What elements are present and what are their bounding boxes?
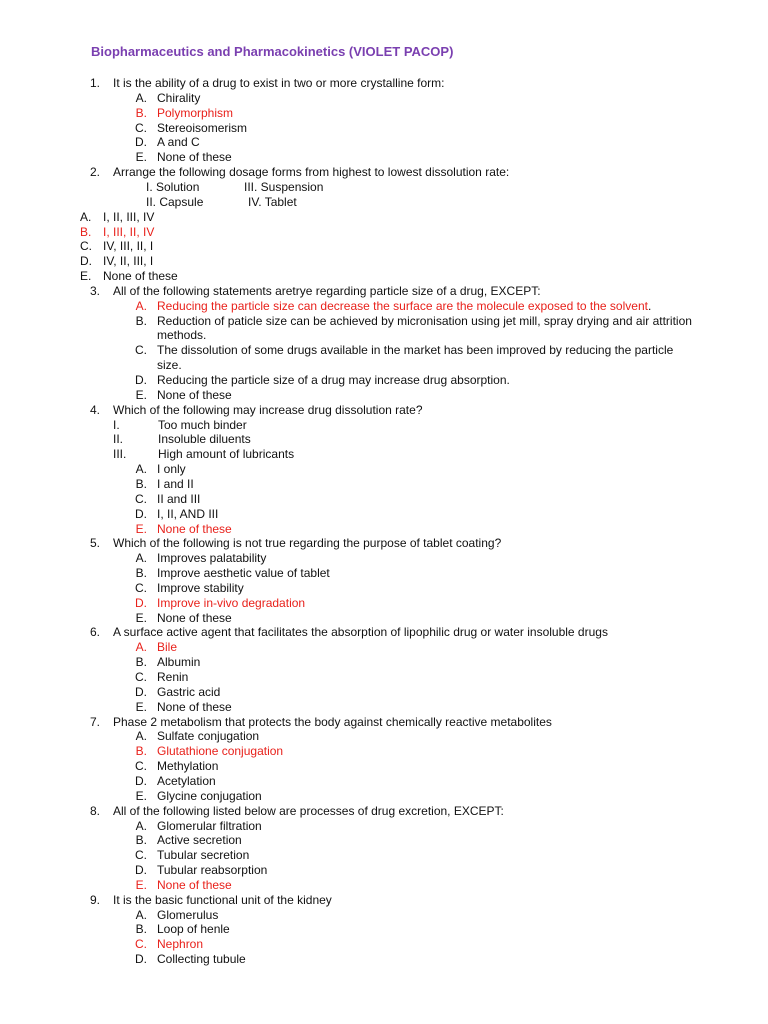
answer-line [0,700,768,715]
line-text: None of these [157,610,232,625]
item-marker: B. [80,224,92,239]
item-marker: D. [135,773,147,788]
line-text: Polymorphism [157,105,234,120]
item-marker: C. [135,343,147,358]
line-text: Collecting tubule [157,952,246,967]
line-text: Which of the following is not true regarding the purpose of tablet coating? [113,536,502,551]
item-marker: 5. [89,536,100,551]
line-text: Glycine conjugation [157,788,262,803]
answer-line [0,432,768,447]
answer-line [0,848,768,863]
answer-line [0,789,768,804]
item-marker: A. [135,640,147,655]
line-text: Glomerulus [157,907,219,922]
answer-line [0,655,768,670]
answer-line [0,774,768,789]
line-text: I. Solution [146,179,200,194]
item-marker: C. [80,239,92,254]
line-text: IV, II, III, I [103,254,154,269]
line-text: size. [157,358,182,373]
item-marker: B. [135,476,147,491]
line-text: A and C [157,135,200,150]
line-text: None of these [157,521,232,536]
answer-line [0,596,768,611]
item-marker: A. [135,462,147,477]
item-marker: C. [135,491,147,506]
line-text: None of these [157,150,232,165]
answer-line [0,418,768,433]
item-marker: B. [135,833,147,848]
line-text: Insoluble diluents [158,432,251,447]
line-text: IV, III, II, I [103,239,154,254]
item-marker: E. [135,699,147,714]
item-marker: C. [135,580,147,595]
item-marker: B. [135,566,147,581]
line-text: Tubular reabsorption [157,863,268,878]
item-marker: D. [135,506,147,521]
item-marker: A. [135,818,147,833]
line-text: methods. [157,328,207,343]
item-marker: A. [135,298,147,313]
item-marker: II. [113,432,124,447]
item-marker: 1. [89,76,100,90]
line-text-col2: III. Suspension [244,179,324,194]
line-text: Glomerular filtration [157,818,262,833]
answer-line [0,477,768,492]
item-marker: A. [135,907,147,922]
answer-line [0,685,768,700]
answer-line [0,566,768,581]
item-marker: I. [113,417,120,432]
item-marker: E. [135,788,147,803]
item-marker: C. [135,759,147,774]
question-line [0,165,768,180]
item-marker: B. [135,922,147,937]
item-marker: C. [135,848,147,863]
item-marker: D. [80,254,92,269]
line-text: I, II, III, IV [103,209,155,224]
answer-line [0,937,768,952]
item-marker: D. [135,135,147,150]
line-text: Arrange the following dosage forms from highest to lowest dissolution rate: [113,165,510,180]
answer-line [0,195,768,210]
line-text: II. Capsule [146,194,204,209]
answer-line [0,135,768,150]
line-text: Tubular secretion [157,848,250,863]
line-text: I only [157,462,186,477]
answer-line [0,611,768,626]
line-text: All of the following listed below are processes of drug excretion, EXCEPT: [113,803,504,818]
answer-line [0,299,768,314]
answer-line [0,388,768,403]
answer-line [0,121,768,136]
line-text: A surface active agent that facilitates the absorption of lipophilic drug or water insoluble drugs [113,625,608,640]
question-line [0,284,768,299]
answer-line [0,373,768,388]
answer-line [0,328,768,343]
line-text: Reduction of paticle size can be achieved by micronisation using jet mill, spray drying and air attrition [157,313,692,328]
line-text: Renin [157,670,189,684]
answer-line [0,343,768,358]
answer-line [0,507,768,522]
answer-line [0,522,768,537]
line-text-col2: IV. Tablet [248,194,297,209]
item-marker: 8. [89,803,100,818]
item-marker: A. [135,90,147,105]
question-line [0,893,768,908]
answer-line [0,759,768,774]
item-marker: B. [135,105,147,120]
item-marker: D. [135,952,147,967]
item-marker: B. [135,655,147,670]
answer-line [0,640,768,655]
answer-line [0,106,768,121]
line-text: Phase 2 metabolism that protects the body against chemically reactive metabolites [113,714,552,729]
item-marker: A. [135,729,147,744]
line-text: I, II, AND III [157,506,219,521]
line-text-tail: . [648,298,652,313]
line-text: None of these [157,699,232,714]
item-marker: D. [135,595,147,610]
item-marker: A. [80,209,92,224]
line-text: Too much binder [158,417,247,432]
line-text: Albumin [157,655,201,670]
item-marker: D. [135,684,147,699]
line-text: Improve in-vivo degradation [157,595,306,610]
item-marker: D. [135,373,147,387]
answer-line [0,180,768,195]
answer-line [0,729,768,744]
question-line [0,403,768,418]
item-marker: E. [80,269,92,284]
line-text: II and III [157,491,201,506]
answer-line [0,91,768,106]
line-text: None of these [157,387,232,402]
item-marker: B. [135,313,147,328]
line-text: Stereoisomerism [157,120,248,135]
answer-line [0,314,768,329]
answer-line [0,447,768,462]
item-marker: 3. [89,283,100,298]
item-marker: D. [135,863,147,878]
answer-line [0,833,768,848]
line-text: Bile [157,640,178,655]
item-marker: E. [135,150,147,165]
item-marker: 4. [89,402,100,417]
item-marker: A. [135,551,147,566]
answer-line [0,744,768,759]
question-line [0,536,768,551]
item-marker: C. [135,670,147,684]
line-text: Improve aesthetic value of tablet [157,566,330,581]
item-marker: C. [135,937,147,952]
line-text: Reducing the particle size can decrease the surface are the molecule exposed to the solvent [157,298,648,313]
item-marker: E. [135,610,147,625]
page-title: Biopharmaceutics and Pharmacokinetics (VIOLET PACOP) [91,44,454,59]
answer-line [0,863,768,878]
line-text: Chirality [157,90,201,105]
question-line [0,76,768,91]
answer-line [0,358,768,373]
line-text: All of the following statements aretrye regarding particle size of a drug, EXCEPT: [113,283,541,298]
line-text: Glutathione conjugation [157,744,284,759]
answer-line [0,551,768,566]
line-text: Acetylation [157,773,216,788]
item-marker: E. [135,877,147,892]
answer-line [0,952,768,967]
line-text: Loop of henle [157,922,230,937]
answer-line [0,819,768,834]
line-text: It is the basic functional unit of the kidney [113,892,332,907]
answer-line [0,492,768,507]
answer-line [0,239,768,254]
line-text: Reducing the particle size of a drug may increase drug absorption. [157,373,510,387]
line-text: The dissolution of some drugs available in the market has been improved by reducing the particle [157,343,674,358]
answer-line [0,878,768,893]
line-text: I and II [157,476,194,491]
answer-line [0,462,768,477]
line-text: None of these [103,269,178,284]
item-marker: C. [135,120,147,135]
line-text: None of these [157,877,232,892]
line-text: Methylation [157,759,219,774]
question-line [0,804,768,819]
item-marker: III. [113,447,127,462]
answer-line [0,225,768,240]
item-marker: B. [135,744,147,759]
line-text: Which of the following may increase drug dissolution rate? [113,402,423,417]
line-text: It is the ability of a drug to exist in two or more crystalline form: [113,76,445,90]
item-marker: 9. [89,892,100,907]
item-marker: E. [135,387,147,402]
answer-line [0,670,768,685]
line-text: Improve stability [157,580,244,595]
line-text: Active secretion [157,833,242,848]
line-text: I, III, II, IV [103,224,155,239]
item-marker: 7. [89,714,100,729]
line-text: High amount of lubricants [158,447,295,462]
answer-line [0,922,768,937]
question-line [0,625,768,640]
line-text: Improves palatability [157,551,267,566]
answer-line [0,210,768,225]
answer-line [0,269,768,284]
answer-line [0,908,768,923]
answer-line [0,581,768,596]
question-line [0,715,768,730]
line-text: Nephron [157,937,204,952]
answer-line [0,150,768,165]
answer-line [0,254,768,269]
item-marker: 6. [89,625,100,640]
line-text: Gastric acid [157,684,221,699]
item-marker: E. [135,521,147,536]
item-marker: 2. [89,165,100,180]
line-text: Sulfate conjugation [157,729,260,744]
